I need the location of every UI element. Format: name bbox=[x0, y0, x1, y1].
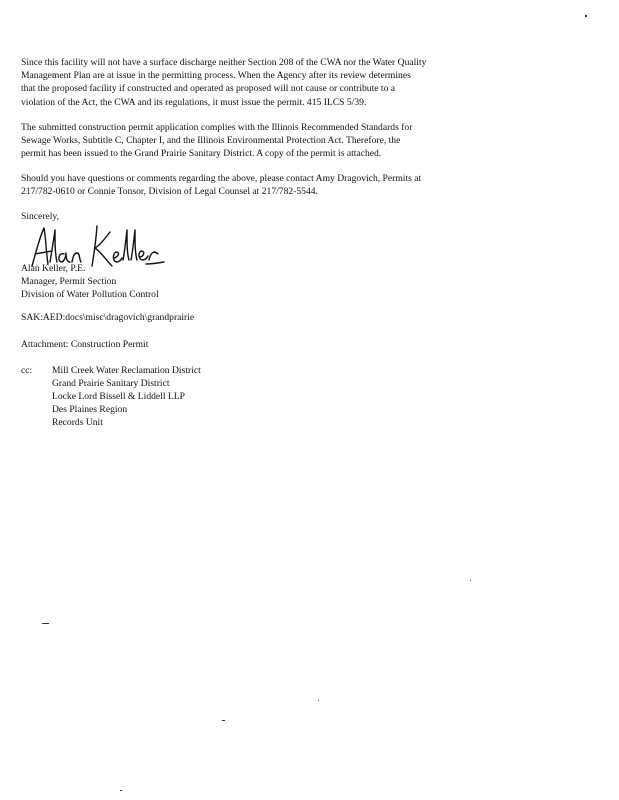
paragraph-contact bbox=[21, 172, 491, 198]
scan-artifact bbox=[470, 580, 471, 581]
scan-artifact bbox=[42, 623, 49, 624]
cc-label: cc: bbox=[21, 365, 33, 376]
paragraph-line: The submitted construction permit application complies with the Illinois Recommended Standards for bbox=[21, 122, 413, 133]
reference-initials: SAK:AED:docs\misc\dragovich\grandprairie bbox=[21, 312, 195, 323]
paragraph-cwa-section-208 bbox=[21, 56, 491, 109]
paragraph-line: Since this facility will not have a surface discharge neither Section 208 of the CWA nor the Water Quality bbox=[21, 57, 427, 68]
paragraph-line: Should you have questions or comments regarding the above, please contact Amy Dragovich, Permits at bbox=[21, 173, 422, 184]
paragraph-compliance bbox=[21, 121, 491, 161]
cc-recipient: Locke Lord Bissell & Liddell LLP bbox=[52, 391, 185, 402]
scan-artifact bbox=[222, 720, 225, 721]
signer-title: Manager, Permit Section bbox=[21, 276, 117, 287]
cc-recipient: Mill Creek Water Reclamation District bbox=[52, 365, 201, 376]
attachment-note: Attachment: Construction Permit bbox=[21, 339, 149, 350]
closing-salutation: Sincerely, bbox=[21, 211, 60, 222]
paragraph-line: Sewage Works, Subtitle C, Chapter I, and the Illinois Environmental Protection Act. Therefore, the bbox=[21, 135, 401, 147]
scan-artifact bbox=[585, 15, 587, 17]
paragraph-line: 217/782-0610 or Connie Tonsor, Division of Legal Counsel at 217/782-5544. bbox=[21, 186, 318, 198]
cc-recipient: Des Plaines Region bbox=[52, 404, 128, 415]
signer-name: Alan Keller, P.E. bbox=[21, 263, 86, 274]
cc-recipient: Records Unit bbox=[52, 417, 103, 428]
paragraph-line: violation of the Act, the CWA and its regulations, it must issue the permit. 415 ILCS 5/39. bbox=[21, 96, 367, 108]
signer-division: Division of Water Pollution Control bbox=[21, 289, 159, 300]
scan-artifact bbox=[318, 700, 319, 701]
paragraph-line: Management Plan are at issue in the permitting process. When the Agency after its review determines bbox=[21, 70, 411, 82]
cc-recipient: Grand Prairie Sanitary District bbox=[52, 378, 170, 389]
paragraph-line: that the proposed facility if constructed and operated as proposed will not cause or contribute to a bbox=[21, 83, 396, 95]
paragraph-line: permit has been issued to the Grand Prairie Sanitary District. A copy of the permit is attached. bbox=[21, 148, 382, 160]
scan-artifact bbox=[120, 790, 122, 791]
cc-recipient-list bbox=[52, 364, 201, 429]
